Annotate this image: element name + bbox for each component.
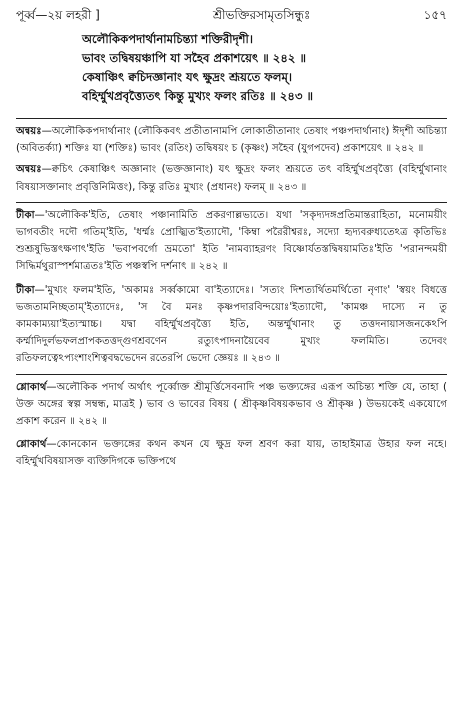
shlokartha-paragraph [16, 379, 447, 431]
anvaya-section [16, 123, 447, 196]
tika-paragraph [16, 207, 447, 276]
section-divider [16, 118, 447, 119]
verse-line: বহির্ম্মুখপ্রবৃত্ত্যৈতৎ কিন্তু মুখ্যং ফলং রতিঃ ॥ ২৪৩ ॥ [82, 89, 314, 103]
tika-text: —'মুখ্যং ফলম'ইতি, 'অকামঃ সর্ব্বকামো বা'ইত্যাদেঃ। 'সত্যং দিশত্যর্থিতমর্থিতো নৃণাং' 'স্বয়ং বিধত্তে ভজতামনিচ্ছতাম্'ইত্যাদেঃ, 'স বৈ মনঃ কৃষ্ণপদারবিন্দয়োঃ'ইত্যাদৌ, 'কামঞ্চ দাস্যে ন তু কামকাম্যয়া'ইত্যস্মাচ্চ। যদ্বা বহির্ম্মুখপ্রবৃত্ত্যৈ ইতি, অন্তর্ম্মুখানাং তু তত্তদনায়াসজনকেঽপি কর্ম্মাদিদুর্লভফলপ্রাপকতত্তদ্গুণশ্রবণেন রত্যুৎপাদনায়ৈবেব মুখ্যং ফলমিতি। তদেবং রতিফলত্বেঽপ্যংশাংশিত্ববদ্বভেদেন রতেরপি ভেদো জ্ঞেয়ঃ ॥ ২৪৩ ॥ [16, 284, 447, 365]
running-header [16, 6, 447, 24]
anvaya-label: অন্বয়ঃ [16, 164, 42, 176]
verse-block [82, 30, 447, 106]
shlokartha-section [16, 379, 447, 471]
verse-line: অলৌকিকপদার্থানামচিন্ত্যা শক্তিরীদৃশী। [82, 32, 253, 46]
shlokartha-text: —অলৌকিক পদার্থ অর্থাৎ পূর্ব্বোক্ত শ্রীমূর্ত্তিসেবনাদি পঞ্চ ভক্ত্যঙ্গের এরূপ অচিন্ত্য শক্তি যে, তাহা ( উক্ত অঙ্গের স্বল্প সম্বন্ধ, মাত্রই ) ভাব ও ভাবের বিষয় ( শ্রীকৃষ্ণবিষয়কভাব ও শ্রীকৃষ্ণ ) উভয়কেই একযোগে প্রকাশ করেন ॥ ২৪২ ॥ [16, 381, 447, 428]
anvaya-label: অন্বয়ঃ [16, 126, 42, 137]
shlokartha-paragraph [16, 436, 447, 470]
tika-paragraph [16, 282, 447, 368]
page-number: ১৫৭ [423, 8, 447, 22]
verse-line: কেষাঞ্চিৎ ক্বচিদজ্ঞানাং যৎ ক্ষুদ্রং শ্রূয়তে ফলম্। [82, 70, 293, 84]
header-section-label: পূর্ব্ব—২য় লহরী ] [16, 8, 100, 22]
section-divider [16, 374, 447, 375]
shlokartha-label: শ্লোকার্থ [16, 439, 47, 451]
anvaya-paragraph [16, 123, 447, 157]
shlokartha-label: শ্লোকার্থ [16, 381, 47, 393]
verse-line: ভাবং তদ্বিষয়ঞ্চাপি যা সহৈব প্রকাশয়েৎ ॥ ২৪২ ॥ [82, 51, 307, 65]
section-divider [16, 202, 447, 203]
shlokartha-text: —কোনকোন ভক্ত্যঙ্গের কথন কখন যে ক্ষুদ্র ফল শ্রবণ করা যায়, তাহাইমাত্র উহার ফল নহে। বহির্ম্মুখবিষয়াসক্ত ব্যক্তিদিগকে ভক্তিপথে [16, 439, 447, 468]
anvaya-paragraph [16, 161, 447, 195]
anvaya-text: —ক্বচিৎ কেষাঞ্চিৎ অজ্ঞানাং (ভক্তজ্ঞানাং) যৎ ক্ষুদ্রং ফলং শ্রূয়তে তৎ বহির্ম্মুখপ্রবৃত্ত্যৈ (বহির্ম্মুখানাং বিষয়াসক্তানাং প্রবৃত্তিনিমিত্তং), কিন্তু রতিঃ মুখ্যং (প্রধানং) ফলম্ ॥ ২৪৩ ॥ [16, 164, 447, 193]
tika-section [16, 207, 447, 368]
tika-label: টীকা [16, 284, 35, 296]
tika-text: —'অলৌকিক'ইতি, তেষাং পঞ্চানামিতি প্রকরণাল্লভ্যতে। যথা 'সকৃদ্যদঙ্গপ্রতিমান্তরাহিতা, মনোময়ীং ভাগবতীং দদৌ গতিম্'ইতি, 'ধর্ম্মঃ প্রোজ্ঝিত'ইত্যাদৌ, 'কিম্বা পরৈরীশ্বরঃ, সদ্যো হৃদ্যবরুধ্যতেঽত্র কৃতিভিঃ শুশ্রূষুভিস্তৎক্ষণাৎ'ইতি 'ভবাপবর্গো ভ্রমতো' ইতি 'নামব্যাহরণং বিষ্ণোর্যতস্তদ্বিষয়ামতিঃ'ইতি 'পরানন্দময়ী সিদ্ধির্মথুরাস্পর্শমাত্রতঃ'ইতি পঞ্চস্বপি দর্শনাৎ ॥ ২৪২ ॥ [16, 209, 447, 273]
header-book-title: শ্রীভক্তিরসামৃতসিন্ধুঃ [212, 8, 311, 22]
tika-label: টীকা [16, 209, 35, 221]
anvaya-text: —অলৌকিকপদার্থানাং (লৌকিকবৎ প্রতীতানামপি লোকাতীতানাং তেষাং পঞ্চপদার্থানাং) ঈদৃশী অচিন্ত্যা (অবিতর্ক্যা) শক্তিঃ যা (শক্তিঃ) ভাবং (রতিং) তদ্বিষয়ং চ (কৃষ্ণং) সহৈব (যুগপদেব) প্রকাশয়েৎ ॥ ২৪২ ॥ [16, 126, 447, 155]
